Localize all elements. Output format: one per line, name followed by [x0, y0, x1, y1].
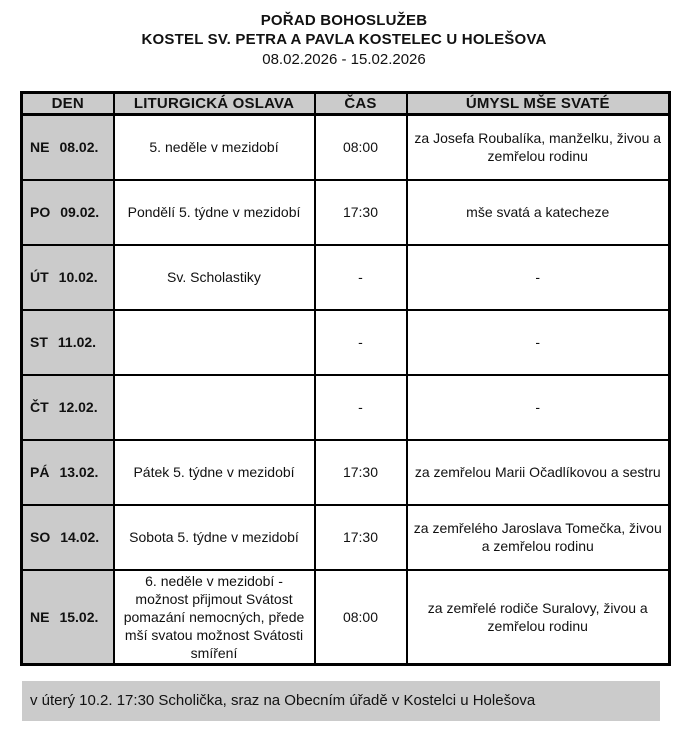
- day-cell: [22, 505, 114, 570]
- time-cell: 17:30: [315, 440, 407, 505]
- day-date: 10.02.: [58, 269, 98, 285]
- table-row: [22, 245, 670, 310]
- page-title: POŘAD BOHOSLUŽEB: [260, 12, 428, 29]
- intention-cell: -: [407, 245, 670, 310]
- intention-cell: mše svatá a katecheze: [407, 180, 670, 245]
- day-date: 15.02.: [59, 608, 99, 625]
- footer-note-text: v úterý 10.2. 17:30 Scholička, sraz na Obecním úřadě v Kostelci u Holešova: [30, 692, 536, 709]
- time-cell: 08:00: [315, 570, 407, 665]
- celebration-cell: Sobota 5. týdne v mezidobí: [114, 505, 315, 570]
- day-date: 11.02.: [57, 334, 97, 350]
- date-range: 08.02.2026 - 15.02.2026: [262, 51, 426, 68]
- header-row: [22, 93, 670, 115]
- day-date: 12.02.: [58, 399, 98, 415]
- table-row: [22, 310, 670, 375]
- footer-note: [22, 681, 660, 721]
- day-abbrev: NE: [30, 608, 50, 625]
- day-abbrev: ÚT: [30, 269, 49, 285]
- column-header-liturgicka-oslava: LITURGICKÁ OSLAVA: [114, 93, 315, 115]
- day-cell: [22, 310, 114, 375]
- celebration-cell: 6. neděle v mezidobí - možnost přijmout Svátost pomazání nemocných, přede mší svatou možnost Svátosti smíření: [114, 570, 315, 665]
- column-header-den: DEN: [22, 93, 114, 115]
- day-cell: [22, 375, 114, 440]
- time-cell: 08:00: [315, 115, 407, 180]
- time-cell: -: [315, 375, 407, 440]
- time-cell: 17:30: [315, 180, 407, 245]
- schedule-table-body: [22, 115, 670, 665]
- column-header-cas: ČAS: [315, 93, 407, 115]
- day-abbrev: SO: [30, 529, 51, 545]
- day-cell: [22, 245, 114, 310]
- day-abbrev: PÁ: [30, 464, 50, 480]
- page-header: [0, 0, 688, 70]
- celebration-cell: [114, 375, 315, 440]
- table-row: [22, 570, 670, 665]
- day-abbrev: ST: [30, 334, 48, 350]
- table-row: [22, 115, 670, 180]
- schedule-table-head: [22, 93, 670, 115]
- day-date: 14.02.: [60, 529, 100, 545]
- intention-cell: -: [407, 375, 670, 440]
- intention-cell: -: [407, 310, 670, 375]
- day-cell: [22, 115, 114, 180]
- column-header-umysl: ÚMYSL MŠE SVATÉ: [407, 93, 670, 115]
- day-date: 09.02.: [60, 204, 100, 220]
- celebration-cell: Pondělí 5. týdne v mezidobí: [114, 180, 315, 245]
- table-row: [22, 180, 670, 245]
- table-row: [22, 440, 670, 505]
- day-cell: [22, 180, 114, 245]
- table-row: [22, 505, 670, 570]
- intention-cell: za zemřelé rodiče Suralovy, živou a zemřelou rodinu: [407, 570, 670, 665]
- day-date: 08.02.: [59, 139, 99, 156]
- celebration-cell: Sv. Scholastiky: [114, 245, 315, 310]
- day-abbrev: PO: [30, 204, 51, 220]
- time-cell: -: [315, 245, 407, 310]
- schedule-table: [20, 91, 671, 666]
- intention-cell: za zemřelou Marii Očadlíkovou a sestru: [407, 440, 670, 505]
- celebration-cell: [114, 310, 315, 375]
- day-cell: [22, 440, 114, 505]
- time-cell: -: [315, 310, 407, 375]
- intention-cell: za Josefa Roubalíka, manželku, živou a zemřelou rodinu: [407, 115, 670, 180]
- celebration-cell: Pátek 5. týdne v mezidobí: [114, 440, 315, 505]
- celebration-cell: 5. neděle v mezidobí: [114, 115, 315, 180]
- church-name: KOSTEL SV. PETRA A PAVLA KOSTELEC U HOLEŠOVA: [141, 31, 547, 48]
- time-cell: 17:30: [315, 505, 407, 570]
- day-abbrev: NE: [30, 139, 50, 156]
- table-row: [22, 375, 670, 440]
- day-cell: [22, 570, 114, 665]
- day-date: 13.02.: [59, 464, 99, 480]
- intention-cell: za zemřelého Jaroslava Tomečka, živou a zemřelou rodinu: [407, 505, 670, 570]
- day-abbrev: ČT: [30, 399, 49, 415]
